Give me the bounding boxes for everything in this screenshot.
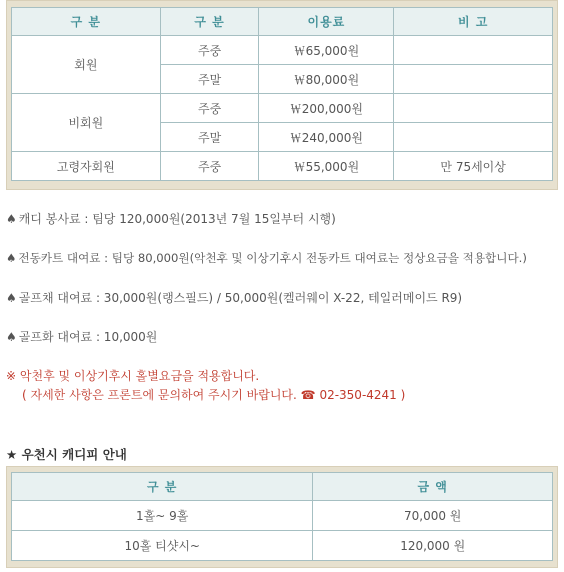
hole-range-cell: 1홀~ 9홀 xyxy=(12,501,313,531)
amount-cell: 70,000 원 xyxy=(313,501,553,531)
price-table-header-row xyxy=(12,8,553,36)
table-row xyxy=(12,501,553,531)
phone-number: 02-350-4241 ) xyxy=(319,388,406,402)
amount-cell: 120,000 원 xyxy=(313,531,553,561)
fee-cell: ￦200,000원 xyxy=(259,94,394,123)
note-cell xyxy=(394,36,553,65)
warning-text: 악천후 및 이상기후시 홀별요금을 적용합니다. xyxy=(19,369,260,383)
header-remarks: 비 고 xyxy=(394,8,553,36)
note-cell xyxy=(394,123,553,152)
spade-icon: ♠ xyxy=(6,291,17,305)
note-cart-fee xyxy=(6,250,527,266)
note-shoe-rental xyxy=(6,328,157,345)
fee-cell: ￦80,000원 xyxy=(259,65,394,94)
table-row xyxy=(12,94,553,123)
contact-text: ( 자세한 사항은 프론트에 문의하여 주시기 바랍니다. xyxy=(22,388,297,402)
spade-icon: ♠ xyxy=(6,330,17,344)
group-senior: 고령자회원 xyxy=(12,152,161,181)
note-cell: 만 75세이상 xyxy=(394,152,553,181)
fee-cell: ￦55,000원 xyxy=(259,152,394,181)
price-table xyxy=(11,7,553,181)
note-text: 캐디 봉사료 : 팀당 120,000원(2013년 7월 15일부터 시행) xyxy=(18,212,336,226)
header-fee: 이용료 xyxy=(259,8,394,36)
section-title: 우천시 캐디피 안내 xyxy=(21,447,127,462)
contact-info xyxy=(22,386,405,403)
note-text: 전동카트 대여료 : 팀당 80,000원(악천후 및 이상기후시 전동카트 대여료는 정상요금을 적용합니다.) xyxy=(18,251,527,265)
hole-range-cell: 10홀 티샷시~ xyxy=(12,531,313,561)
caddie-table-header-row xyxy=(12,473,553,501)
day-cell: 주중 xyxy=(160,94,259,123)
caddie-fee-panel xyxy=(6,466,558,568)
spade-icon: ♠ xyxy=(6,212,17,226)
note-text: 골프채 대여료 : 30,000원(랭스필드) / 50,000원(켈러웨이 X-22, 테일러메이드 R9) xyxy=(18,291,463,305)
note-cell xyxy=(394,94,553,123)
price-table-panel xyxy=(6,0,558,190)
header-category: 구 분 xyxy=(12,473,313,501)
fee-cell: ￦65,000원 xyxy=(259,36,394,65)
note-club-rental xyxy=(6,289,462,306)
header-amount: 금 액 xyxy=(313,473,553,501)
note-cell xyxy=(394,65,553,94)
reference-mark-icon: ※ xyxy=(6,369,17,383)
weather-warning xyxy=(6,367,259,384)
note-caddie-fee xyxy=(6,210,336,227)
table-row xyxy=(12,531,553,561)
header-category: 구 분 xyxy=(12,8,161,36)
day-cell: 주말 xyxy=(160,123,259,152)
spade-icon: ♠ xyxy=(6,251,17,265)
day-cell: 주말 xyxy=(160,65,259,94)
group-member: 회원 xyxy=(12,36,161,94)
group-nonmember: 비회원 xyxy=(12,94,161,152)
note-text: 골프화 대여료 : 10,000원 xyxy=(18,330,158,344)
fee-cell: ￦240,000원 xyxy=(259,123,394,152)
table-row xyxy=(12,36,553,65)
day-cell: 주중 xyxy=(160,36,259,65)
star-icon: ★ xyxy=(6,447,18,462)
day-cell: 주중 xyxy=(160,152,259,181)
caddie-fee-table xyxy=(11,472,553,561)
telephone-icon: ☎ xyxy=(300,388,316,402)
rain-caddie-fee-title xyxy=(6,445,127,463)
header-category-day: 구 분 xyxy=(160,8,259,36)
table-row xyxy=(12,152,553,181)
